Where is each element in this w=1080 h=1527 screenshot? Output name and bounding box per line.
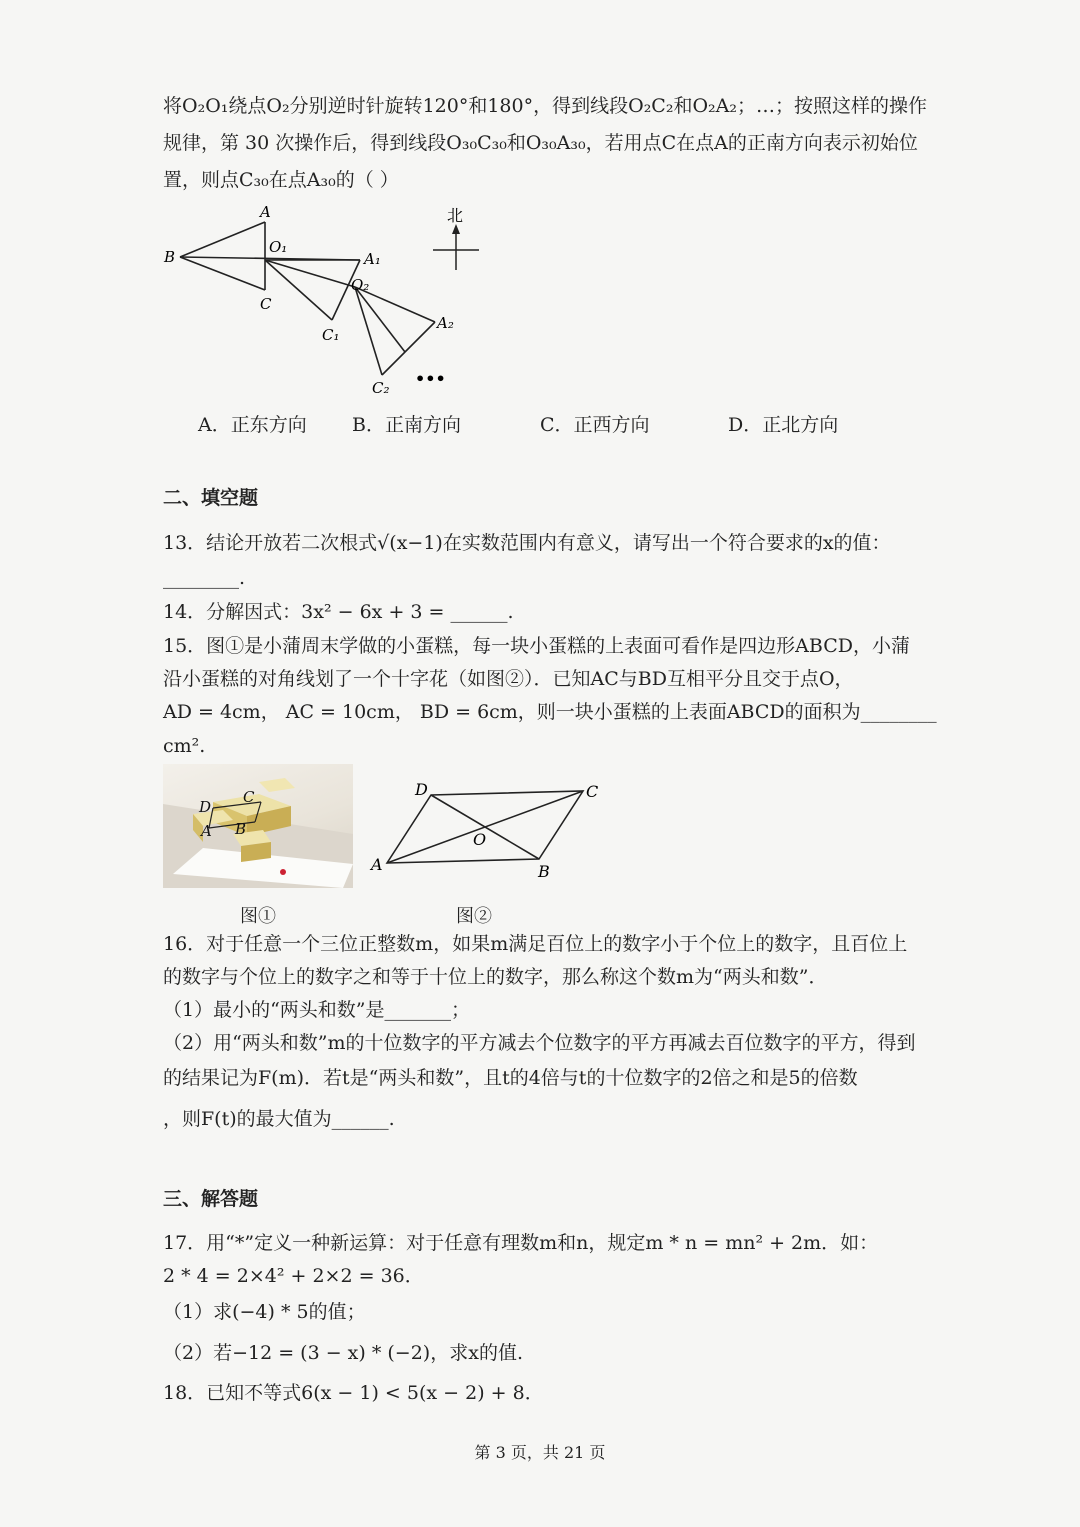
q12-ellipsis: •••	[415, 369, 446, 388]
q12-label-c1: C₁	[322, 326, 340, 344]
q12-option-d[interactable]: D．正北方向	[728, 414, 839, 436]
q12-label-o1: O₁	[269, 238, 288, 256]
section-3-heading: 三、解答题	[163, 1188, 259, 1210]
q14-line-1: 14．分解因式：3x² − 6x + 3 = ______.	[163, 601, 514, 623]
parallelogram-figure	[365, 775, 610, 885]
q15-line-2: 沿小蛋糕的对角线划了一个十字花（如图②）．已知AC与BD互相平分且交于点O，	[163, 668, 854, 690]
fig2-label-o: O	[473, 830, 487, 849]
q12-line-2: 规律，第 30 次操作后，得到线段O₃₀C₃₀和O₃₀A₃₀，若用点C在点A的正南方向表示初始位	[163, 132, 918, 154]
q17-line-4: （2）若−12 = (3 − x) * (−2)，求x的值.	[163, 1342, 523, 1364]
q13-line-1: 13．结论开放若二次根式√(x−1)在实数范围内有意义，请写出一个符合要求的x的值：	[163, 532, 891, 554]
q17-line-2: 2 * 4 = 2×4² + 2×2 = 36．	[163, 1265, 424, 1287]
q15-line-3: AD = 4cm， AC = 10cm， BD = 6cm，则一块小蛋糕的上表面ABCD的面积为________	[163, 701, 937, 723]
q15-line-4: cm².	[163, 735, 206, 757]
cake-photo	[163, 764, 353, 888]
figure-1-caption: 图①	[240, 906, 276, 927]
q12-label-a1: A₁	[364, 250, 381, 268]
fig2-label-c: C	[586, 782, 599, 801]
q12-option-b[interactable]: B．正南方向	[352, 414, 461, 436]
photo-label-b: B	[235, 820, 247, 838]
q12-label-c: C	[260, 295, 272, 313]
q12-option-a[interactable]: A．正东方向	[198, 414, 307, 436]
fig2-label-d: D	[415, 780, 428, 799]
photo-label-a: A	[201, 822, 212, 840]
q12-label-o2: O₂	[351, 276, 370, 294]
figure-2-caption: 图②	[456, 906, 492, 927]
q15-line-1: 15．图①是小蒲周末学做的小蛋糕，每一块小蛋糕的上表面可看作是四边形ABCD，小蒲	[163, 635, 910, 657]
q16-line-1: 16．对于任意一个三位正整数m，如果m满足百位上的数字小于个位上的数字，且百位上	[163, 933, 908, 955]
q12-label-b: B	[164, 248, 176, 266]
q12-label-a2: A₂	[437, 314, 454, 332]
north-label: 北	[447, 206, 464, 225]
q13-answer-blank[interactable]: ________.	[163, 567, 246, 589]
cake-illustration	[163, 764, 353, 888]
q16-line-2: 的数字与个位上的数字之和等于十位上的数字，那么称这个数m为“两头和数”．	[163, 966, 828, 988]
q18-line-1: 18．已知不等式6(x − 1) < 5(x − 2) + 8．	[163, 1382, 544, 1404]
q12-label-c2: C₂	[372, 379, 390, 397]
fig2-label-a: A	[371, 855, 383, 874]
q12-option-c[interactable]: C．正西方向	[540, 414, 650, 436]
q12-rotation-figure	[150, 200, 480, 405]
page-footer: 第 3 页，共 21 页	[474, 1443, 606, 1462]
q16-line-4: （2）用“两头和数”m的十位数字的平方减去个位数字的平方再减去百位数字的平方，得到	[163, 1032, 916, 1054]
fig2-label-b: B	[538, 862, 550, 881]
q17-line-1: 17．用“*”定义一种新运算：对于任意有理数m和n，规定m * n = mn² + 2m．如：	[163, 1232, 879, 1254]
q12-label-a: A	[260, 203, 271, 221]
photo-label-c: C	[243, 788, 255, 806]
q16-line-5: 的结果记为F(m)．若t是“两头和数”，且t的4倍与t的十位数字的2倍之和是5的倍数	[163, 1067, 858, 1089]
q12-line-3: 置，则点C₃₀在点A₃₀的（ ）	[163, 169, 399, 191]
q16-line-6: ，则F(t)的最大值为______.	[163, 1108, 395, 1130]
section-2-heading: 二、填空题	[163, 487, 259, 509]
photo-label-d: D	[199, 798, 212, 816]
q17-line-3: （1）求(−4) * 5的值；	[163, 1301, 366, 1323]
q12-line-1: 将O₂O₁绕点O₂分别逆时针旋转120°和180°，得到线段O₂C₂和O₂A₂；…；按照这样的操作	[163, 95, 927, 117]
q16-line-3: （1）最小的“两头和数”是_______；	[163, 999, 471, 1021]
